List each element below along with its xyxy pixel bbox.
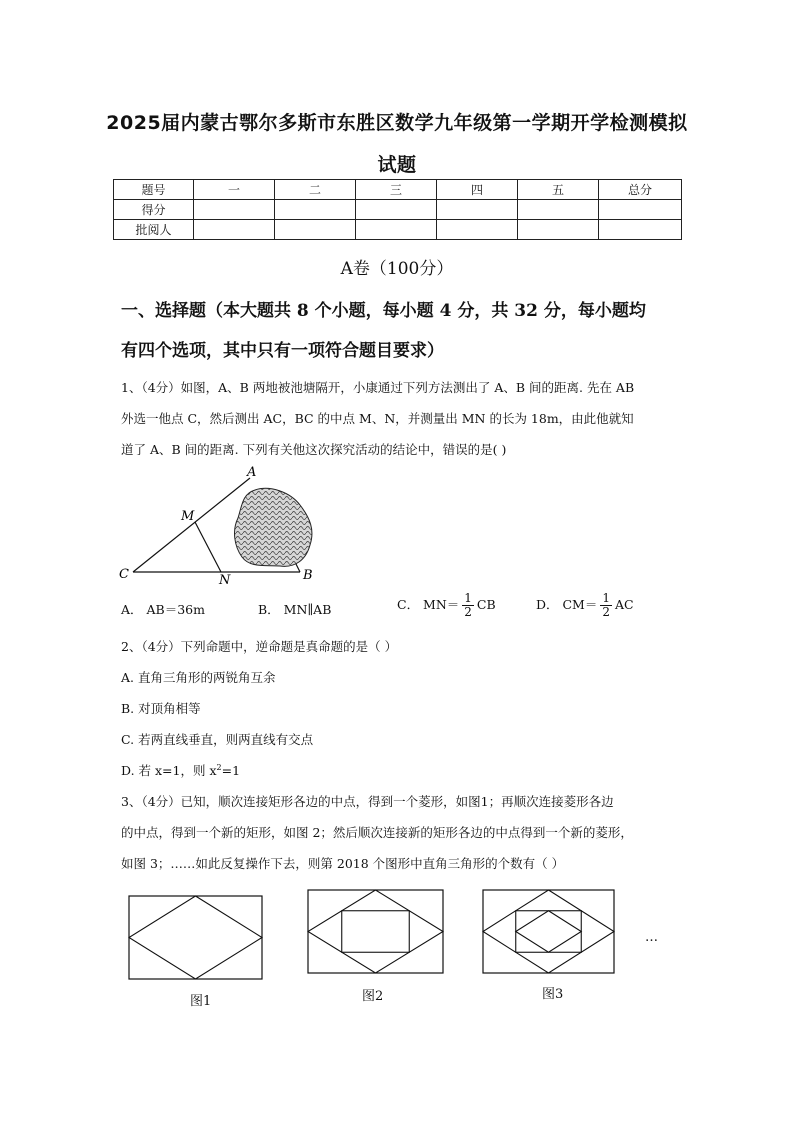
header-cell: 四 (437, 180, 518, 200)
superscript: 2 (216, 762, 222, 772)
grader-cell (518, 220, 599, 240)
q1-option-a: A． AB＝36m (121, 602, 205, 617)
inner-rectangle (516, 911, 582, 953)
option-d-prefix: D． CM＝ (536, 597, 598, 612)
section-heading-continued: 有四个选项，其中只有一项符合题目要求） (121, 341, 444, 361)
q1-option-d (536, 592, 634, 619)
score-cell (518, 200, 599, 220)
grader-cell (437, 220, 518, 240)
rhombus (483, 890, 614, 973)
score-cell (356, 200, 437, 220)
q1-stem-line: 1、（4分）如图，A、B 两地被池塘隔开，小康通过下列方法测出了 A、B 间的距离. 先在 AB (121, 380, 635, 395)
label-a: A (247, 465, 257, 480)
segment-ca (133, 478, 250, 572)
fraction (600, 592, 612, 619)
row-label: 得分 (114, 200, 194, 220)
fraction-numerator: 1 (464, 591, 472, 605)
header-cell: 题号 (114, 180, 194, 200)
label-n: N (219, 573, 231, 588)
score-cell (437, 200, 518, 220)
q2-stem: 2、（4分）下列命题中，逆命题是真命题的是（ ） (121, 639, 398, 654)
inner-rhombus (516, 911, 582, 953)
grader-cell (194, 220, 275, 240)
figure-caption-3: 图3 (542, 987, 564, 1002)
fraction-numerator: 1 (602, 591, 610, 605)
rectangle (308, 890, 443, 973)
grader-row (114, 220, 682, 240)
q3-stem-line: 的中点，得到一个新的矩形，如图 2；然后顺次连接新的矩形各边的中点得到一个新的菱形， (121, 825, 633, 840)
q1-figure (110, 460, 330, 590)
q2-option-b: B. 对顶角相等 (121, 701, 201, 716)
q2-option-d-prefix: D. 若 x=1，则 x (121, 763, 217, 778)
q2-option-d (121, 761, 240, 779)
option-d-suffix: AC (615, 597, 634, 612)
q3-figure-2 (307, 889, 445, 975)
score-cell (599, 200, 682, 220)
option-c-suffix: CB (476, 597, 496, 612)
volume-heading: A卷（100分） (340, 259, 454, 279)
segment-mn (195, 522, 221, 572)
q1-stem-line: 外选一他点 C，然后测出 AC，BC 的中点 M、N，并测量出 MN 的长为 18m，由此他就知 (121, 411, 634, 426)
rhombus (308, 890, 443, 973)
q1-stem-line: 道了 A、B 间的距离. 下列有关他这次探究活动的结论中，错误的是( ) (121, 442, 507, 457)
score-cell (275, 200, 356, 220)
rectangle (129, 896, 262, 979)
rectangle (483, 890, 614, 973)
inner-rectangle (342, 911, 410, 953)
header-cell: 一 (194, 180, 275, 200)
label-b: B (303, 568, 313, 583)
fraction-denominator: 2 (464, 605, 472, 619)
grader-cell (356, 220, 437, 240)
figure-caption-1: 图1 (190, 994, 212, 1009)
header-cell: 二 (275, 180, 356, 200)
rhombus (129, 896, 262, 979)
score-table-header-row (114, 180, 682, 200)
header-cell: 五 (518, 180, 599, 200)
option-c-prefix: C． MN＝ (397, 597, 460, 612)
q3-figure-1 (128, 895, 264, 981)
grader-cell (275, 220, 356, 240)
page-title: 2025届内蒙古鄂尔多斯市东胜区数学九年级第一学期开学检测模拟 (106, 112, 688, 134)
header-cell: 总分 (599, 180, 682, 200)
q1-option-c (397, 592, 496, 619)
q1-option-b: B． MN∥AB (258, 602, 332, 617)
score-cell (194, 200, 275, 220)
page-title-continued: 试题 (377, 154, 417, 176)
label-c: C (119, 567, 129, 582)
grader-cell (599, 220, 682, 240)
ellipsis: … (645, 930, 658, 945)
q2-option-a: A. 直角三角形的两锐角互余 (121, 670, 276, 685)
q2-option-c: C. 若两直线垂直，则两直线有交点 (121, 732, 314, 747)
label-m: M (181, 509, 195, 524)
section-heading: 一、选择题（本大题共 8 个小题，每小题 4 分，共 32 分，每小题均 (121, 301, 646, 321)
score-row (114, 200, 682, 220)
figure-caption-2: 图2 (362, 989, 384, 1004)
q3-stem-line: 3、（4分）已知，顺次连接矩形各边的中点，得到一个菱形，如图1；再顺次连接菱形各边 (121, 794, 614, 809)
q3-stem-line: 如图 3；……如此反复操作下去，则第 2018 个图形中直角三角形的个数有（ ） (121, 856, 565, 871)
header-cell: 三 (356, 180, 437, 200)
row-label: 批阅人 (114, 220, 194, 240)
q2-option-d-suffix: =1 (221, 763, 241, 778)
fraction-denominator: 2 (602, 605, 610, 619)
score-table (113, 179, 682, 240)
fraction (462, 592, 474, 619)
q3-figure-3 (482, 889, 616, 975)
segment-b-tick (296, 564, 300, 572)
